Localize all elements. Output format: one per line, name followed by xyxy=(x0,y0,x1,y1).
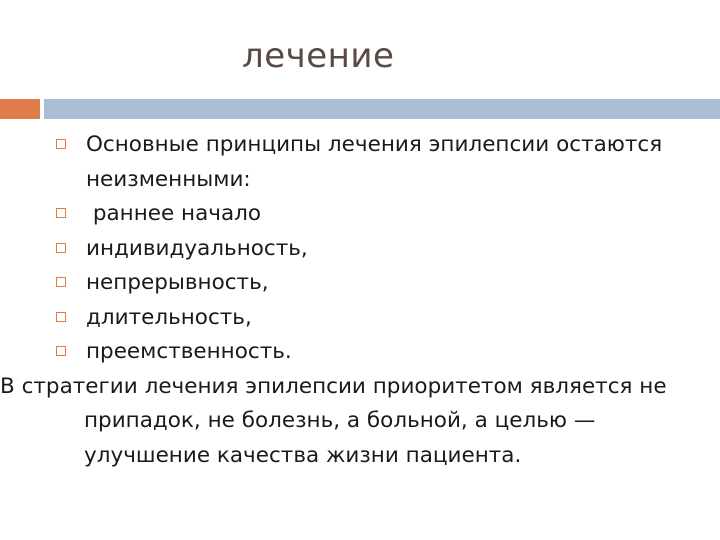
square-bullet-icon xyxy=(56,346,66,356)
summary-paragraph: В стратегии лечения эпилепсии приоритетом является не припадок, не болезнь, а больной, а целью — улучшение качества жизни пациента. xyxy=(0,373,667,468)
list-item xyxy=(56,335,696,370)
slide-title: лечение xyxy=(242,36,395,76)
list-item-text: раннее начало xyxy=(86,201,262,226)
list-item xyxy=(56,128,696,197)
list-item xyxy=(56,232,696,267)
list-item xyxy=(56,197,696,232)
list-item xyxy=(56,266,696,301)
square-bullet-icon xyxy=(56,277,66,287)
list-item-text: непрерывность, xyxy=(86,270,269,295)
list-item-text: длительность, xyxy=(86,304,252,330)
square-bullet-icon xyxy=(56,139,66,149)
square-bullet-icon xyxy=(56,243,66,253)
list-item-text: преемственность. xyxy=(86,339,292,364)
square-bullet-icon xyxy=(56,208,66,218)
list-item-text: Основные принципы лечения эпилепсии остаются неизменными: xyxy=(86,132,663,192)
square-bullet-icon xyxy=(56,312,66,322)
slide-body xyxy=(0,128,696,473)
title-rule xyxy=(44,99,720,119)
list-item-text: индивидуальность, xyxy=(86,235,308,261)
title-rule-accent xyxy=(0,99,40,119)
list-item xyxy=(56,301,696,336)
